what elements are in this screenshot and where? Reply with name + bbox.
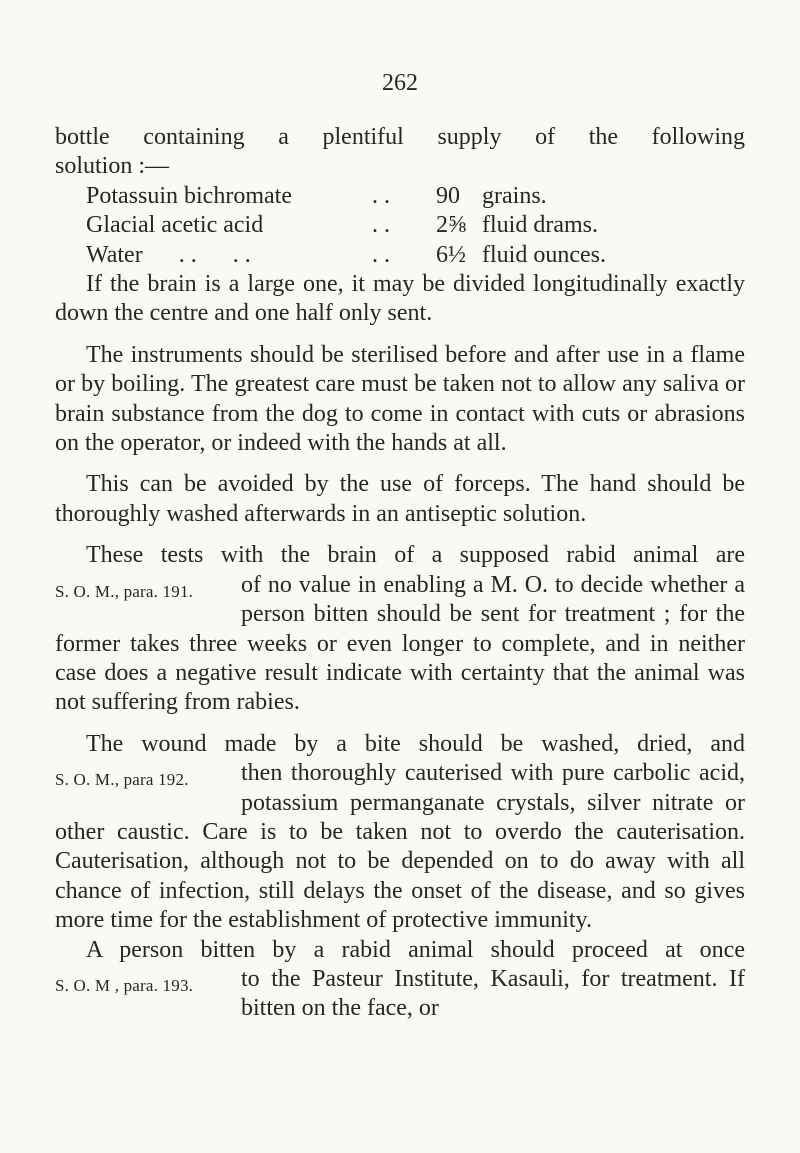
paragraph-tests-body: of no value in enabling a M. O. to decide whether a person bitten should be sent for treatment ; for the former takes three weeks or even longer to complete, and in neither case does a negative result indicate with certainty that the animal was not suffering from rabies. [55,571,745,716]
recipe-unit: grains. [482,182,547,209]
recipe-unit: fluid ounces. [482,241,606,268]
recipe-leader: . . [372,182,390,209]
recipe-leader: . . [372,241,390,268]
recipe-leader: . . [372,212,390,239]
solution-recipe [86,182,606,270]
paragraph-wound-body: then thoroughly cauterised with pure carbolic acid, potassium permanganate crystals, silver nitrate or other caustic. Care is to be taken not to overdo the cauterisation. Cauterisation, although not to be depended on to do away with all chance of infection, still delays the onset of the disease, and so gives more time for the establishment of protective immunity. [55,760,745,934]
paragraph-wound-first-line: The wound made by a bite should be washed, dried, and [86,730,745,757]
paragraph-tests-first-line: These tests with the brain of a supposed rabid animal are [86,542,745,569]
paragraph-pasteur [55,936,745,1024]
paragraph-pasteur-first-line: A person bitten by a rabid animal should proceed at once [86,936,745,963]
side-note-para-191: S. O. M., para. 191. [55,581,194,601]
paragraph-instruments: The instruments should be sterilised before and after use in a flame or by boiling. The greatest care must be taken not to allow any saliva or brain substance from the dog to come in contact with cuts or abrasions on the operator, or indeed with the hands at all. [55,341,745,457]
recipe-ingredient: Glacial acetic acid [86,212,264,239]
recipe-quantity: 6½ [436,241,466,268]
side-note-para-193: S. O. M , para. 193. [55,975,194,995]
paragraph-pasteur-body: to the Pasteur Institute, Kasauli, for treatment. If bitten on the face, or [241,965,745,1022]
paragraph-tests [55,541,745,717]
page-number: 262 [382,70,418,96]
intro-line-2: solution :— [55,153,170,180]
recipe-row [86,182,606,211]
paragraph-forceps: This can be avoided by the use of forceps. The hand should be thoroughly washed afterwards in an antiseptic solution. [55,471,745,527]
recipe-ingredient: Water . . . . [86,241,251,268]
page-body [55,123,745,1024]
recipe-unit: fluid drams. [482,212,598,239]
recipe-quantity: 90 [436,182,460,209]
recipe-row [86,241,606,270]
side-note-para-192: S. O. M., para 192. [55,770,189,790]
intro-line-1: bottle containing a plentiful supply of the following [55,124,745,150]
recipe-quantity: 2⅝ [436,212,466,239]
paragraph-wound [55,730,745,936]
recipe-ingredient: Potassuin bichromate [86,182,292,209]
paragraph-brain-division: If the brain is a large one, it may be divided longitudinally exactly down the centre and one half only sent. [55,271,745,327]
recipe-row [86,211,606,240]
